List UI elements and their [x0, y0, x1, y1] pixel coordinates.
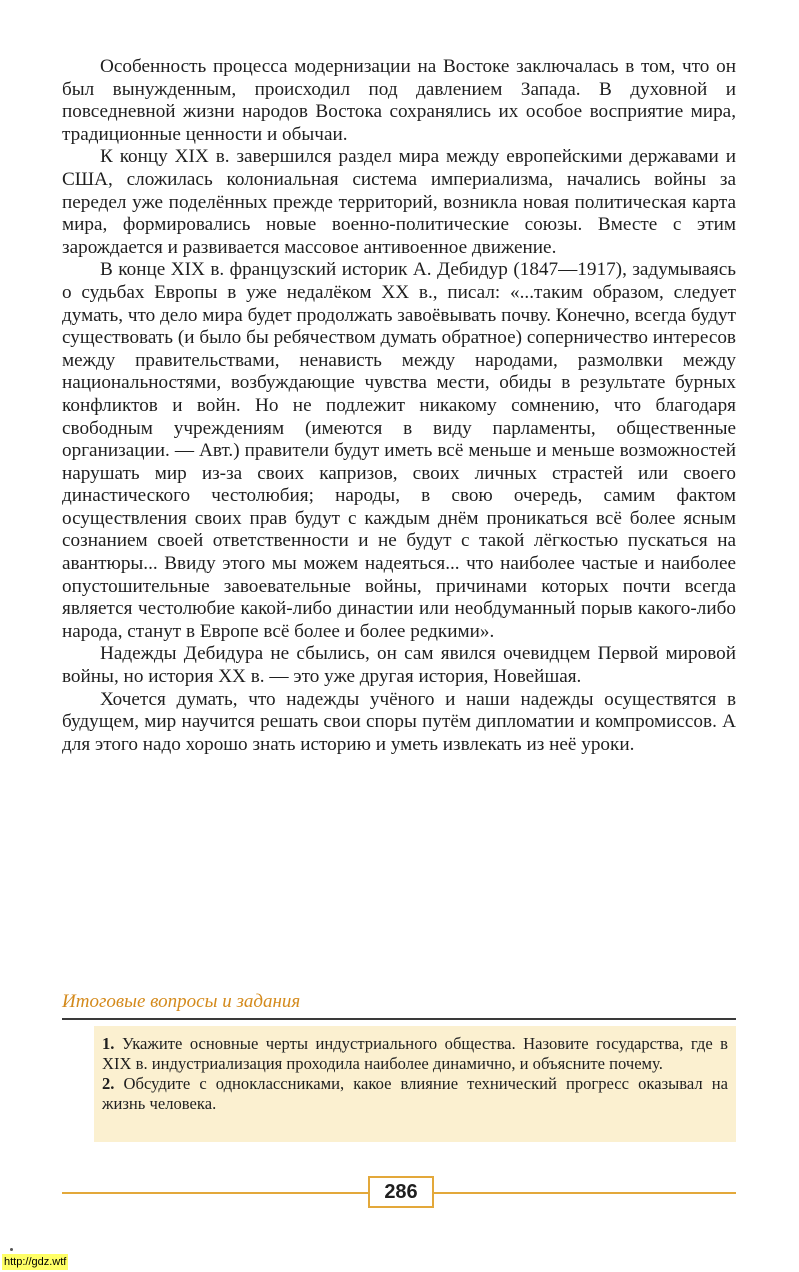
question-2-number: 2. [102, 1074, 115, 1093]
question-2-text: Обсудите с одноклассниками, какое влияние технический прогресс оказывал на жизнь человека. [102, 1074, 728, 1113]
questions-box [94, 1026, 736, 1142]
question-2 [102, 1074, 728, 1114]
section-title: Итоговые вопросы и задания [62, 991, 301, 1012]
paragraph-1: Особенность процесса модернизации на Востоке заключалась в том, что он был вынужденным, происходил под давлением Запада. В духовной и повседневной жизни народов Востока сохранялись их особое восприятие мира, традиционные ценности и обычаи. [62, 56, 736, 145]
footer-rule-right [434, 1192, 736, 1194]
question-1-text: Укажите основные черты индустриального общества. Назовите государства, где в XIX в. индустриализация проходила наиболее динамично, и объясните почему. [102, 1034, 728, 1073]
paragraph-2: К концу XIX в. завершился раздел мира между европейскими державами и США, сложилась колониальная система империализма, начались войны за передел уже поделённых прежде территорий, возникла новая политическая карта мира, формировались новые военно-политические союзы. Вместе с этим зарождается и развивается массовое антивоенное движение. [62, 146, 736, 258]
question-1 [102, 1034, 728, 1074]
paragraph-5: Хочется думать, что надежды учёного и наши надежды осуществятся в будущем, мир научится решать свои споры путём дипломатии и компромиссов. А для этого надо хорошо знать историю и уметь извлекать из неё уроки. [62, 688, 736, 755]
footer-rule-left [62, 1192, 368, 1194]
question-1-number: 1. [102, 1034, 115, 1053]
scan-dot [10, 1248, 13, 1251]
main-text [62, 56, 736, 756]
page-number: 286 [368, 1176, 434, 1208]
paragraph-3: В конце XIX в. французский историк А. Дебидур (1847—1917), задумываясь о судьбах Европы в уже недалёком XX в., писал: «...таким образом, следует думать, что дело мира будет продолжать завоёвывать почву. Конечно, всегда будут существовать (и было бы ребячеством думать обратное) соперничество интересов между правительствами, ненависть между народами, размолвки между национальностями, возбуждающие чувства мести, обиды в результате бурных конфликтов и войн. Но не подлежит никакому сомнению, что благодаря свободным учреждениям (имеются в виду парламенты, общественные организации. — Авт.) правители будут иметь всё меньше и меньше возможностей нарушать мир из-за своих капризов, своих личных страстей или своего династического честолюбия; народы, в свою очередь, самим фактом осуществления своих прав будут с каждым днём проникаться всё более ясным сознанием своей ответственности и не будут с такой лёгкостью пускаться на авантюры... Ввиду этого мы можем надеяться... что наиболее частые и наиболее опустошительные завоевательные войны, причинами которых почти всегда является честолюбие какой-либо династии или необдуманный порыв какого-либо народа, станут в Европе всё более и более редкими». [62, 259, 736, 642]
paragraph-4: Надежды Дебидура не сбылись, он сам явился очевидцем Первой мировой войны, но история XX в. — это уже другая история, Новейшая. [62, 643, 736, 688]
watermark-link[interactable]: http://gdz.wtf [4, 1256, 67, 1268]
section-divider [62, 1018, 736, 1020]
